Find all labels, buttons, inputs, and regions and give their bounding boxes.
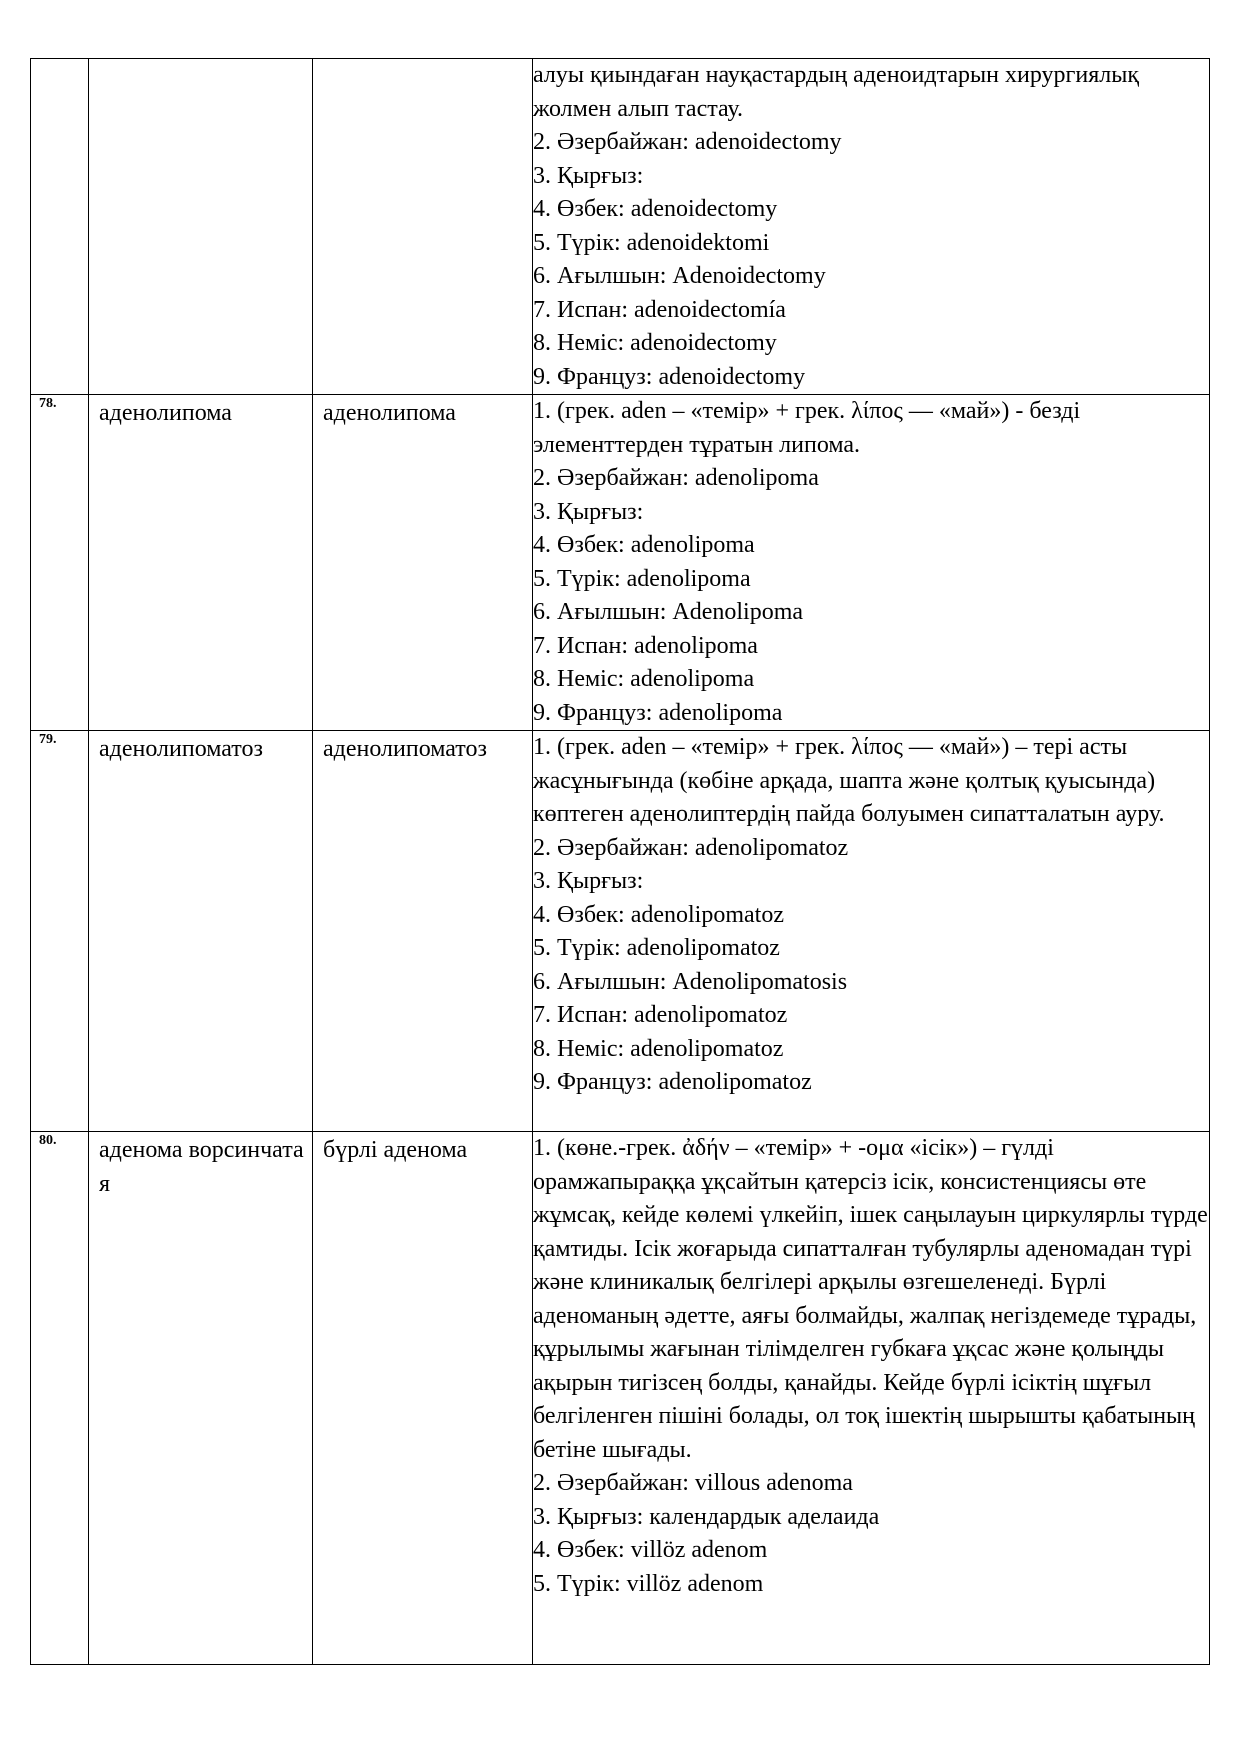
definition-cell xyxy=(533,1132,1210,1665)
translation-line: 2. Әзербайжан: adenolipoma xyxy=(533,465,819,491)
translation-line: 6. Ағылшын: Adenoidectomy xyxy=(533,263,826,289)
translation-line: 2. Әзербайжан: adenolipomatoz xyxy=(533,834,849,861)
entry-number: 80. xyxy=(39,1133,57,1148)
russian-term-cell xyxy=(89,395,313,731)
translation-line: 5. Түрік: villöz adenom xyxy=(533,1570,764,1597)
entry-number-cell xyxy=(31,59,89,395)
translation-line: 4. Өзбек: adenolipomatoz xyxy=(533,901,784,928)
translation-line: 6. Ағылшын: Adenolipomatosis xyxy=(533,968,848,995)
russian-term xyxy=(89,59,312,61)
translation-line: 6. Ағылшын: Adenolipoma xyxy=(533,599,804,625)
translation-line: 7. Испан: adenolipomatoz xyxy=(533,1002,788,1028)
table-row xyxy=(31,59,1210,395)
entry-number-cell xyxy=(31,1132,89,1665)
russian-term-cell xyxy=(89,731,313,1132)
translation-line: 9. Француз: adenoidectomy xyxy=(533,363,806,390)
translation-line: 5. Түрік: adenolipoma xyxy=(533,565,751,592)
kazakh-term-cell xyxy=(313,731,533,1132)
translation-line: 7. Испан: adenoidectomía xyxy=(533,296,786,323)
definition-cell xyxy=(533,59,1210,395)
translation-line: 5. Түрік: adenoidektomi xyxy=(533,229,770,256)
translation-line: 3. Қырғыз: xyxy=(533,498,644,525)
definition-line: 1. (грек. aden – «темір» + грек. λίπος — «май») – тері асты жасұнығында (көбіне арқада, шапта және қолтық қуысында) көптеген аденолиптердің пайда болуымен сипатталатын ауру. xyxy=(533,734,1165,827)
translation-line: 3. Қырғыз: xyxy=(533,868,644,894)
entry-number: 79. xyxy=(39,732,57,747)
kazakh-term: аденолипоматоз xyxy=(323,736,487,762)
russian-term: аденолипома xyxy=(99,400,232,426)
table-row xyxy=(31,395,1210,731)
translation-line: 3. Қырғыз: xyxy=(533,162,644,189)
definition-cell xyxy=(533,395,1210,731)
entry-number-cell xyxy=(31,731,89,1132)
translation-line: 2. Әзербайжан: villous adenoma xyxy=(533,1470,853,1496)
kazakh-term-cell xyxy=(313,1132,533,1665)
table-row xyxy=(31,1132,1210,1665)
translation-line: 2. Әзербайжан: adenoidectomy xyxy=(533,129,842,155)
translation-line: 3. Қырғыз: календардык аделаида xyxy=(533,1503,880,1530)
table-row xyxy=(31,731,1210,1132)
translation-line: 7. Испан: adenolipoma xyxy=(533,632,758,659)
russian-term: аденолипоматоз xyxy=(99,736,263,762)
definition-line: 1. (грек. aden – «темір» + грек. λίπος — «май») - безді элементтерден тұратын липома. xyxy=(533,398,1081,458)
kazakh-term: аденолипома xyxy=(323,400,456,426)
definition-line: алуы қиындаған науқастардың аденоидтарын хирургиялық жолмен алып тастау. xyxy=(533,62,1140,122)
translation-line: 9. Француз: adenolipoma xyxy=(533,699,783,726)
kazakh-term-cell xyxy=(313,59,533,395)
translation-line: 4. Өзбек: adenolipoma xyxy=(533,532,755,558)
entry-number-cell xyxy=(31,395,89,731)
dictionary-table xyxy=(30,58,1210,1665)
russian-term: аденома ворсинчатая xyxy=(99,1137,304,1197)
translation-line: 4. Өзбек: villöz adenom xyxy=(533,1537,768,1563)
translation-line: 8. Неміс: adenoidectomy xyxy=(533,330,777,356)
entry-number xyxy=(31,59,88,61)
definition-cell xyxy=(533,731,1210,1132)
translation-line: 8. Неміс: adenolipoma xyxy=(533,666,755,692)
kazakh-term: бүрлі аденома xyxy=(323,1137,468,1163)
russian-term-cell xyxy=(89,1132,313,1665)
kazakh-term-cell xyxy=(313,395,533,731)
translation-line: 4. Өзбек: adenoidectomy xyxy=(533,196,778,222)
entry-number: 78. xyxy=(39,396,57,411)
translation-line: 5. Түрік: adenolipomatoz xyxy=(533,935,780,961)
translation-line: 9. Француз: adenolipomatoz xyxy=(533,1069,812,1095)
russian-term-cell xyxy=(89,59,313,395)
definition-line: 1. (көне.-грек. ἀδήν – «темір» + -ομα «ісік») – гүлді орамжапыраққа ұқсайтын қатерсіз ісік, консистенциясы өте жұмсақ, кейде көлемі үлкейіп, ішек саңылауын циркулярлы түрде қамтиды. Ісік жоғарыда сипатталған тубулярлы аденомадан түрі және клиникалық белгілері арқылы өзгешеленеді. Бүрлі аденоманың әдетте, аяғы болмайды, жалпақ негіздемеде тұрады, құрылымы жағынан тілімделген губкаға ұқсас және қолыңды ақырын тигізсең болды, қанайды. Кейде бүрлі ісіктің шұғыл белгіленген пішіні болады, ол тоқ ішектің шырышты қабатының бетіне шығады. xyxy=(533,1135,1208,1463)
translation-line: 8. Неміс: adenolipomatoz xyxy=(533,1035,784,1062)
kazakh-term xyxy=(313,59,532,61)
